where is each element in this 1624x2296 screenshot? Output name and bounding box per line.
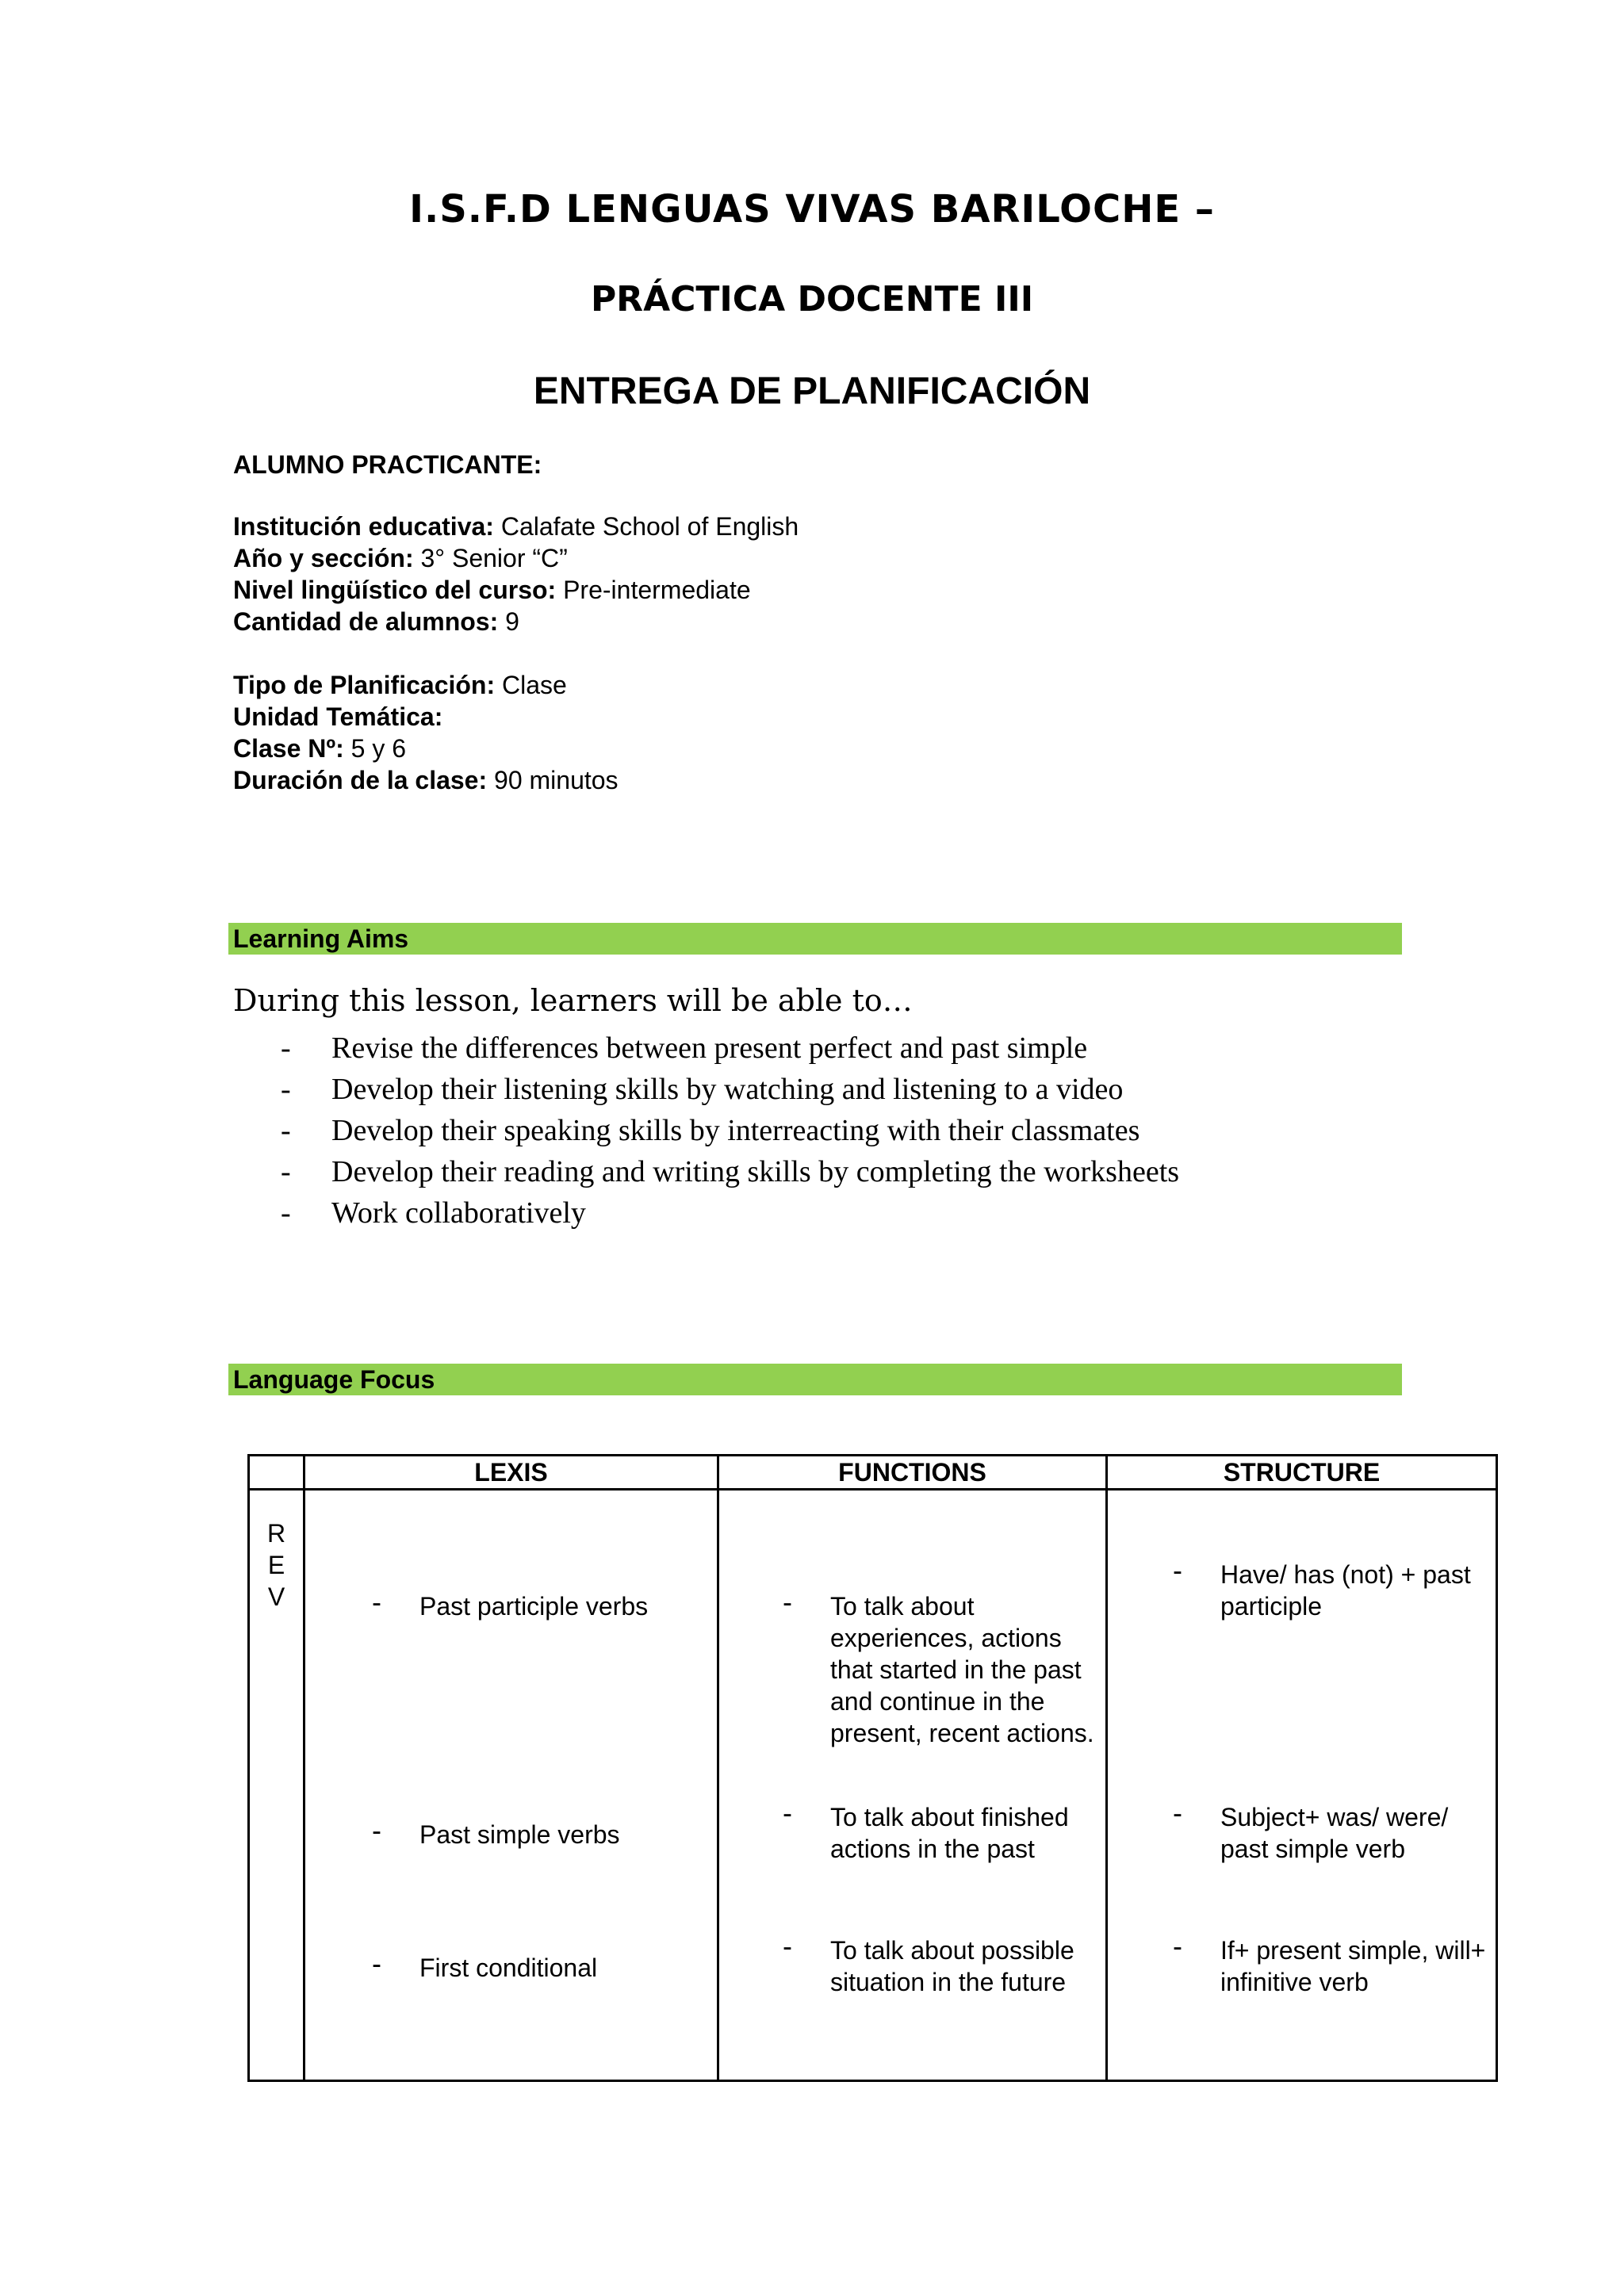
list-item: - Develop their reading and writing skills by completing the worksheets: [281, 1155, 1180, 1188]
language-focus-heading: Language Focus: [228, 1364, 1402, 1395]
column-header-structure: STRUCTURE: [1107, 1456, 1497, 1490]
clase-row: [233, 733, 619, 764]
structure-cell: - Have/ has (not) + past participle - Subject+ was/ were/ past simple verb - If+ present simple, will+ infinitive verb: [1107, 1490, 1497, 2081]
header-document-title: ENTREGA DE PLANIFICACIÓN: [533, 370, 1091, 412]
column-header-functions: FUNCTIONS: [718, 1456, 1107, 1490]
school-info-block: [233, 511, 799, 637]
cantidad-value: 9: [498, 607, 519, 636]
lexis-cell: - Past participle verbs - Past simple verbs - First conditional: [304, 1490, 718, 2081]
learning-aims-heading: Learning Aims: [228, 923, 1402, 955]
duracion-value: 90 minutos: [487, 766, 619, 794]
clase-label: Clase Nº:: [233, 734, 344, 763]
unidad-row: [233, 701, 619, 733]
cantidad-row: [233, 606, 799, 637]
header-institution: I.S.F.D LENGUAS VIVAS BARILOCHE –: [409, 187, 1215, 232]
anio-value: 3° Senior “C”: [413, 544, 568, 572]
student-block: [233, 449, 542, 480]
tipo-label: Tipo de Planificación:: [233, 671, 496, 699]
clase-value: 5 y 6: [343, 734, 406, 763]
learning-aims-intro: During this lesson, learners will be able to…: [233, 983, 913, 1018]
anio-label: Año y sección:: [233, 544, 414, 572]
unidad-label: Unidad Temática:: [233, 702, 443, 731]
institucion-value: Calafate School of English: [493, 512, 799, 541]
table-header-row: [249, 1456, 1497, 1490]
anio-row: [233, 542, 799, 574]
list-item: - Revise the differences between present perfect and past simple: [281, 1031, 1088, 1065]
list-item: - Work collaboratively: [281, 1196, 586, 1230]
duracion-row: [233, 764, 619, 796]
header-course: PRÁCTICA DOCENTE III: [590, 279, 1034, 320]
list-item: - Develop their listening skills by watching and listening to a video: [281, 1073, 1124, 1106]
nivel-value: Pre-intermediate: [556, 576, 751, 604]
rev-label-cell: R E V: [249, 1490, 304, 2081]
functions-cell: - To talk about experiences, actions that started in the past and continue in the present, recent actions. - To talk about finished actions in the past - To talk about possible situation in the future: [718, 1490, 1107, 2081]
alumno-label: ALUMNO PRACTICANTE:: [233, 450, 542, 479]
learning-aims-list: [281, 1027, 1179, 1234]
corner-cell: [249, 1456, 304, 1490]
column-header-lexis: LEXIS: [304, 1456, 718, 1490]
duracion-label: Duración de la clase:: [233, 766, 488, 794]
language-focus-table: [247, 1454, 1498, 2082]
list-item: - Develop their speaking skills by interreacting with their classmates: [281, 1114, 1140, 1147]
institucion-row: [233, 511, 799, 542]
nivel-label: Nivel lingüístico del curso:: [233, 576, 557, 604]
nivel-row: [233, 574, 799, 606]
tipo-value: Clase: [495, 671, 567, 699]
tipo-row: [233, 669, 619, 701]
cantidad-label: Cantidad de alumnos:: [233, 607, 499, 636]
institucion-label: Institución educativa:: [233, 512, 494, 541]
table-row: [249, 1490, 1497, 2081]
plan-info-block: [233, 669, 619, 796]
